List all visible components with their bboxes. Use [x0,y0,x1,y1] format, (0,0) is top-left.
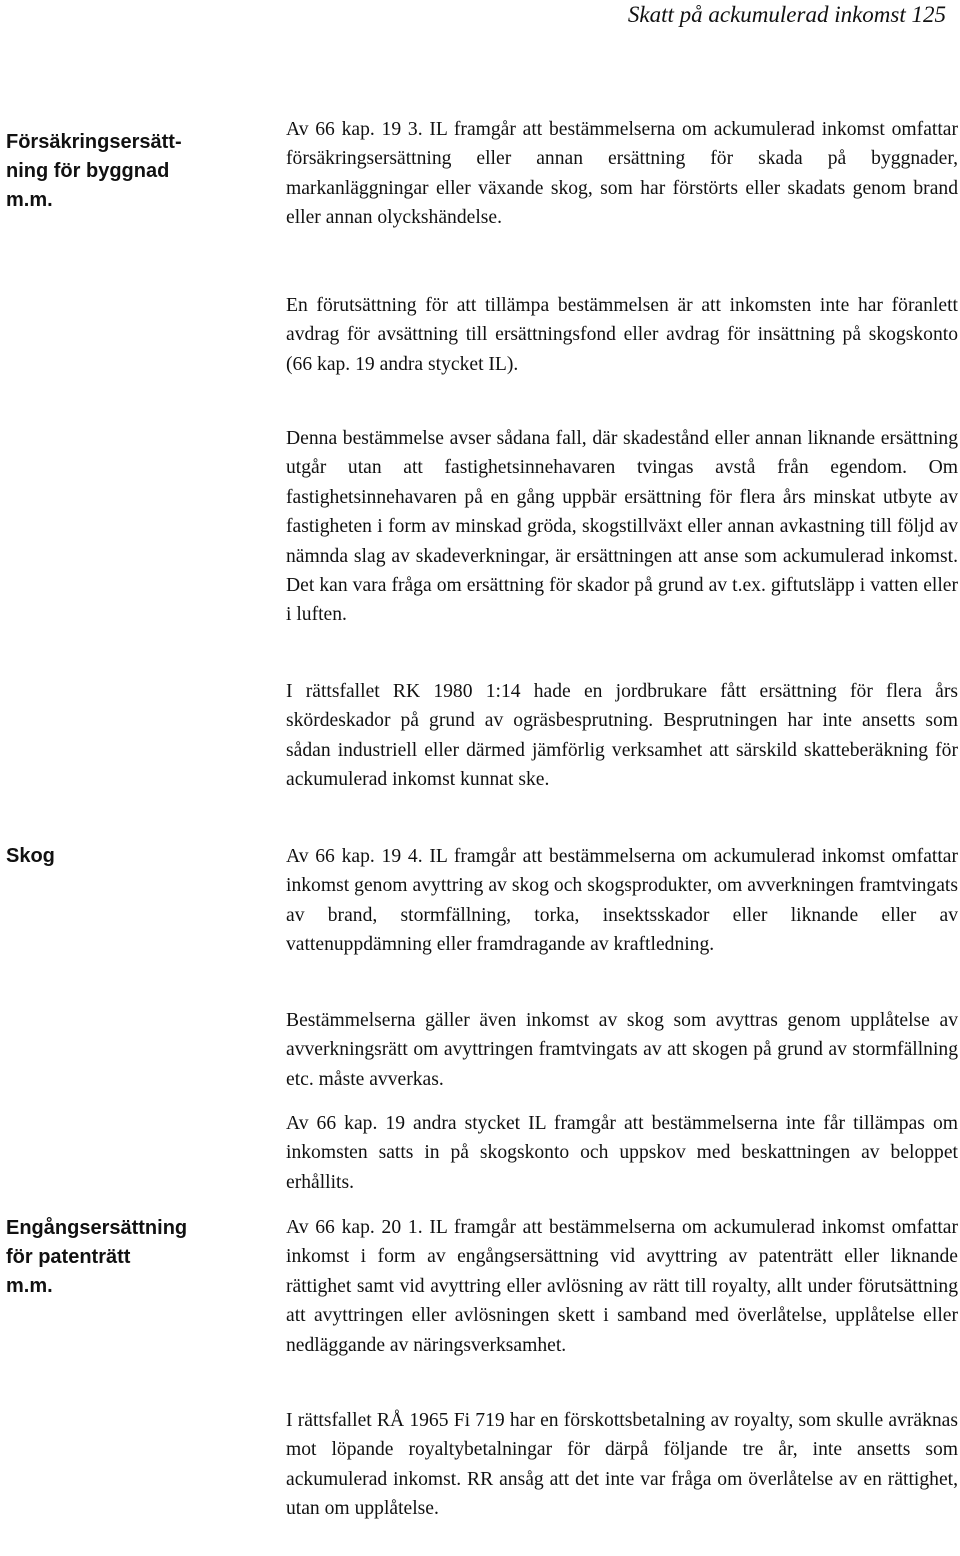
paragraph: Bestämmelserna gäller även inkomst av skog som avyttras genom upplåtelse av avverkningsrätt om avyttringen framtvingats av att skogen på grund av stormfällning etc. måste avverkas. [286,1010,958,1090]
paragraph: Av 66 kap. 19 3. IL framgår att bestämmelserna om ackumulerad inkomst omfattar försäkringsersättning eller annan ersättning för skada på byggnader, markanläggningar eller växande skog, som har förstörts eller skadats genom brand eller annan olyckshändelse. [286,119,958,229]
margin-heading-forsakringsersattning: Försäkringsersätt- ning för byggnad m.m. [6,131,182,211]
paragraph: Denna bestämmelse avser sådana fall, där skadestånd eller annan liknande ersättning utgår utan att fastighetsinnehavaren tvingas avstå från egendom. Om fastighetsinnehavaren på en gång uppbär ersättning för flera års minskat utbyte av fastigheten i form av minskad gröda, skogstillväxt eller annan avkastning till följd av nämnda slag av skadeverkningar, är ersättningen att anse som ackumulerad inkomst. Det kan vara fråga om ersättning för skador på grund av t.ex. giftutsläpp i vatten eller i luften. [286,428,958,626]
paragraph: Av 66 kap. 19 4. IL framgår att bestämmelserna om ackumulerad inkomst omfattar inkomst genom avyttring av skog och skogsprodukter, om avverkningen framtvingats av brand, stormfällning, torka, insektsskador eller liknande eller av vattenuppdämning eller framdragande av kraftledning. [286,846,958,956]
paragraph: Av 66 kap. 19 andra stycket IL framgår att bestämmelserna inte får tillämpas om inkomsten satts in på skogskonto och uppskov med beskattningen av beloppet erhållits. [286,1113,958,1193]
paragraph: Av 66 kap. 20 1. IL framgår att bestämmelserna om ackumulerad inkomst omfattar inkomst i form av engångsersättning vid avyttring av patenträtt eller liknande rättighet samt vid avyttring eller avlösning av rätt till royalty, allt under förutsättning att avyttringen eller avlösningen skett i samband med överlåtelse, upplåtelse eller nedläggande av näringsverksamhet. [286,1217,958,1356]
paragraph: I rättsfallet RÅ 1965 Fi 719 har en förskottsbetalning av royalty, som skulle avräknas mot löpande royaltybetalningar för därpå följande tre år, inte ansetts som ackumulerad inkomst. RR ansåg att det inte var fråga om överlåtelse av en rättighet, utan om upplåtelse. [286,1410,958,1520]
running-header: Skatt på ackumulerad inkomst 125 [627,2,946,27]
paragraph: En förutsättning för att tillämpa bestämmelsen är att inkomsten inte har föranlett avdrag för avsättning till ersättningsfond eller avdrag för insättning på skogskonto (66 kap. 19 andra stycket IL). [286,295,958,375]
margin-heading-engangsersattning: Engångsersättning för patenträtt m.m. [6,1217,188,1297]
paragraph: I rättsfallet RK 1980 1:14 hade en jordbrukare fått ersättning för flera års skördeskador på grund av ogräsbesprutning. Besprutningen har inte ansetts som sådan industriell eller därmed jämförlig verksamhet att särskild skatteberäkning för ackumulerad inkomst kunnat ske. [286,681,958,791]
margin-heading-skog: Skog [6,845,55,867]
